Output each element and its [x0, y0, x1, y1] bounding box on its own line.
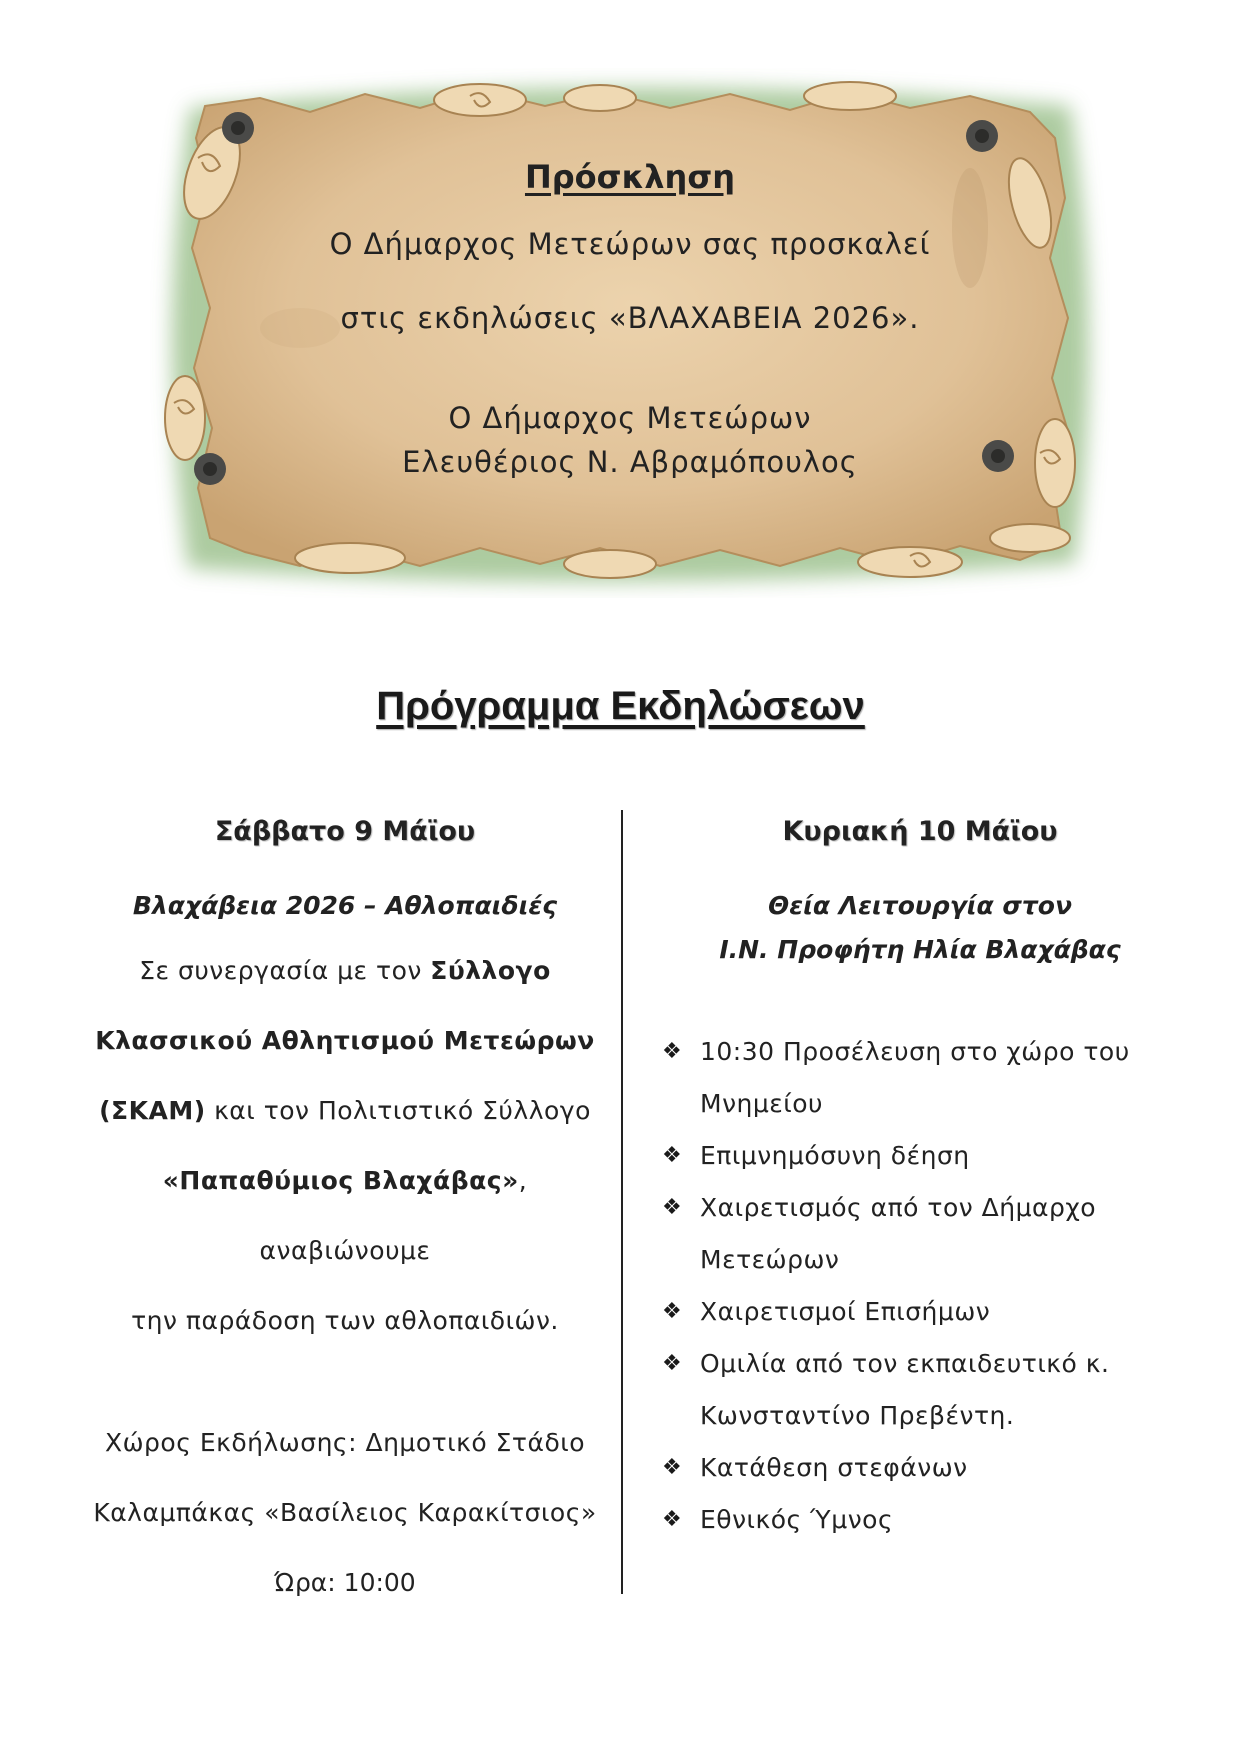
diamond-bullet-icon: ❖: [662, 1507, 683, 1532]
saturday-event-title: Βλαχάβεια 2026 – Αθλοπαιδιές: [132, 891, 558, 920]
saturday-desc-bold-2: Κλασσικού Αθλητισμού Μετεώρων: [95, 1026, 595, 1055]
agenda-item-text: Επιμνημόσυνη δέηση: [700, 1141, 970, 1170]
sunday-column: [660, 812, 1180, 1546]
saturday-venue-line-2: Καλαμπάκας «Βασίλειος Καρακίτσιος»: [93, 1498, 597, 1527]
agenda-item-continuation: [660, 1078, 1180, 1130]
agenda-item-text: Μνημείου: [700, 1089, 824, 1118]
saturday-venue: [85, 1408, 605, 1548]
saturday-desc-text-4: , αναβιώνουμε: [259, 1166, 528, 1265]
sunday-agenda: [660, 1026, 1180, 1546]
agenda-item-text: Εθνικός Ύμνος: [700, 1505, 894, 1534]
saturday-desc-bold-4: «Παπαθύμιος Βλαχάβας»: [162, 1166, 519, 1195]
sunday-event-title-2: Ι.Ν. Προφήτη Ηλία Βλαχάβας: [719, 935, 1121, 964]
sunday-event-title-1: Θεία Λειτουργία στον: [768, 891, 1072, 920]
agenda-item-text: Ομιλία από τον εκπαιδευτικό κ.: [700, 1349, 1110, 1378]
agenda-item: [660, 1130, 1180, 1182]
diamond-bullet-icon: ❖: [662, 1351, 683, 1376]
invitation-title: Πρόσκληση: [524, 158, 736, 196]
agenda-item-text: Μετεώρων: [700, 1245, 840, 1274]
saturday-desc-bold-3: (ΣΚΑΜ): [99, 1096, 206, 1125]
diamond-bullet-icon: ❖: [662, 1039, 683, 1064]
agenda-item-continuation: [660, 1234, 1180, 1286]
diamond-bullet-icon: ❖: [662, 1195, 683, 1220]
sunday-day-title: Κυριακή 10 Μάϊου: [782, 816, 1058, 847]
saturday-column: [85, 812, 605, 1618]
saturday-desc-text-5: την παράδοση των αθλοπαιδιών.: [131, 1306, 559, 1335]
column-divider: [621, 810, 623, 1594]
saturday-day-title: Σάββατο 9 Μάϊου: [214, 816, 476, 847]
program-title: Πρόγραμμα Εκδηλώσεων: [376, 684, 865, 728]
agenda-item-text: Χαιρετισμοί Επισήμων: [700, 1297, 991, 1326]
agenda-item: [660, 1026, 1180, 1078]
saturday-desc-text-3: και τον Πολιτιστικό Σύλλογο: [205, 1096, 591, 1125]
agenda-item-continuation: [660, 1390, 1180, 1442]
agenda-item: [660, 1182, 1180, 1234]
agenda-item-text: Κωνσταντίνο Πρεβέντη.: [700, 1401, 1015, 1430]
saturday-desc-text-1: Σε συνεργασία με τον: [139, 956, 431, 985]
invitation-line-1: Ο Δήμαρχος Μετεώρων σας προσκαλεί: [329, 227, 931, 261]
saturday-venue-line-1: Χώρος Εκδήλωσης: Δημοτικό Στάδιο: [105, 1428, 585, 1457]
agenda-item: [660, 1494, 1180, 1546]
invitation-line-2: στις εκδηλώσεις «ΒΛΑΧΑΒΕΙΑ 2026».: [340, 301, 920, 335]
agenda-item-text: Χαιρετισμός από τον Δήμαρχο: [700, 1193, 1097, 1222]
agenda-item: [660, 1286, 1180, 1338]
invitation-scroll: [150, 68, 1110, 598]
agenda-item: [660, 1338, 1180, 1390]
diamond-bullet-icon: ❖: [662, 1143, 683, 1168]
diamond-bullet-icon: ❖: [662, 1299, 683, 1324]
agenda-item: [660, 1442, 1180, 1494]
diamond-bullet-icon: ❖: [662, 1455, 683, 1480]
saturday-time: Ώρα: 10:00: [274, 1568, 416, 1597]
agenda-item-text: Κατάθεση στεφάνων: [700, 1453, 968, 1482]
saturday-description: [85, 936, 605, 1356]
signature-title: Ο Δήμαρχος Μετεώρων: [448, 401, 812, 435]
signature-name: Ελευθέριος Ν. Αβραμόπουλος: [402, 445, 858, 479]
agenda-item-text: 10:30 Προσέλευση στο χώρο του: [700, 1037, 1130, 1066]
saturday-desc-bold-1: Σύλλογο: [430, 956, 551, 985]
invitation-text: [310, 158, 950, 484]
